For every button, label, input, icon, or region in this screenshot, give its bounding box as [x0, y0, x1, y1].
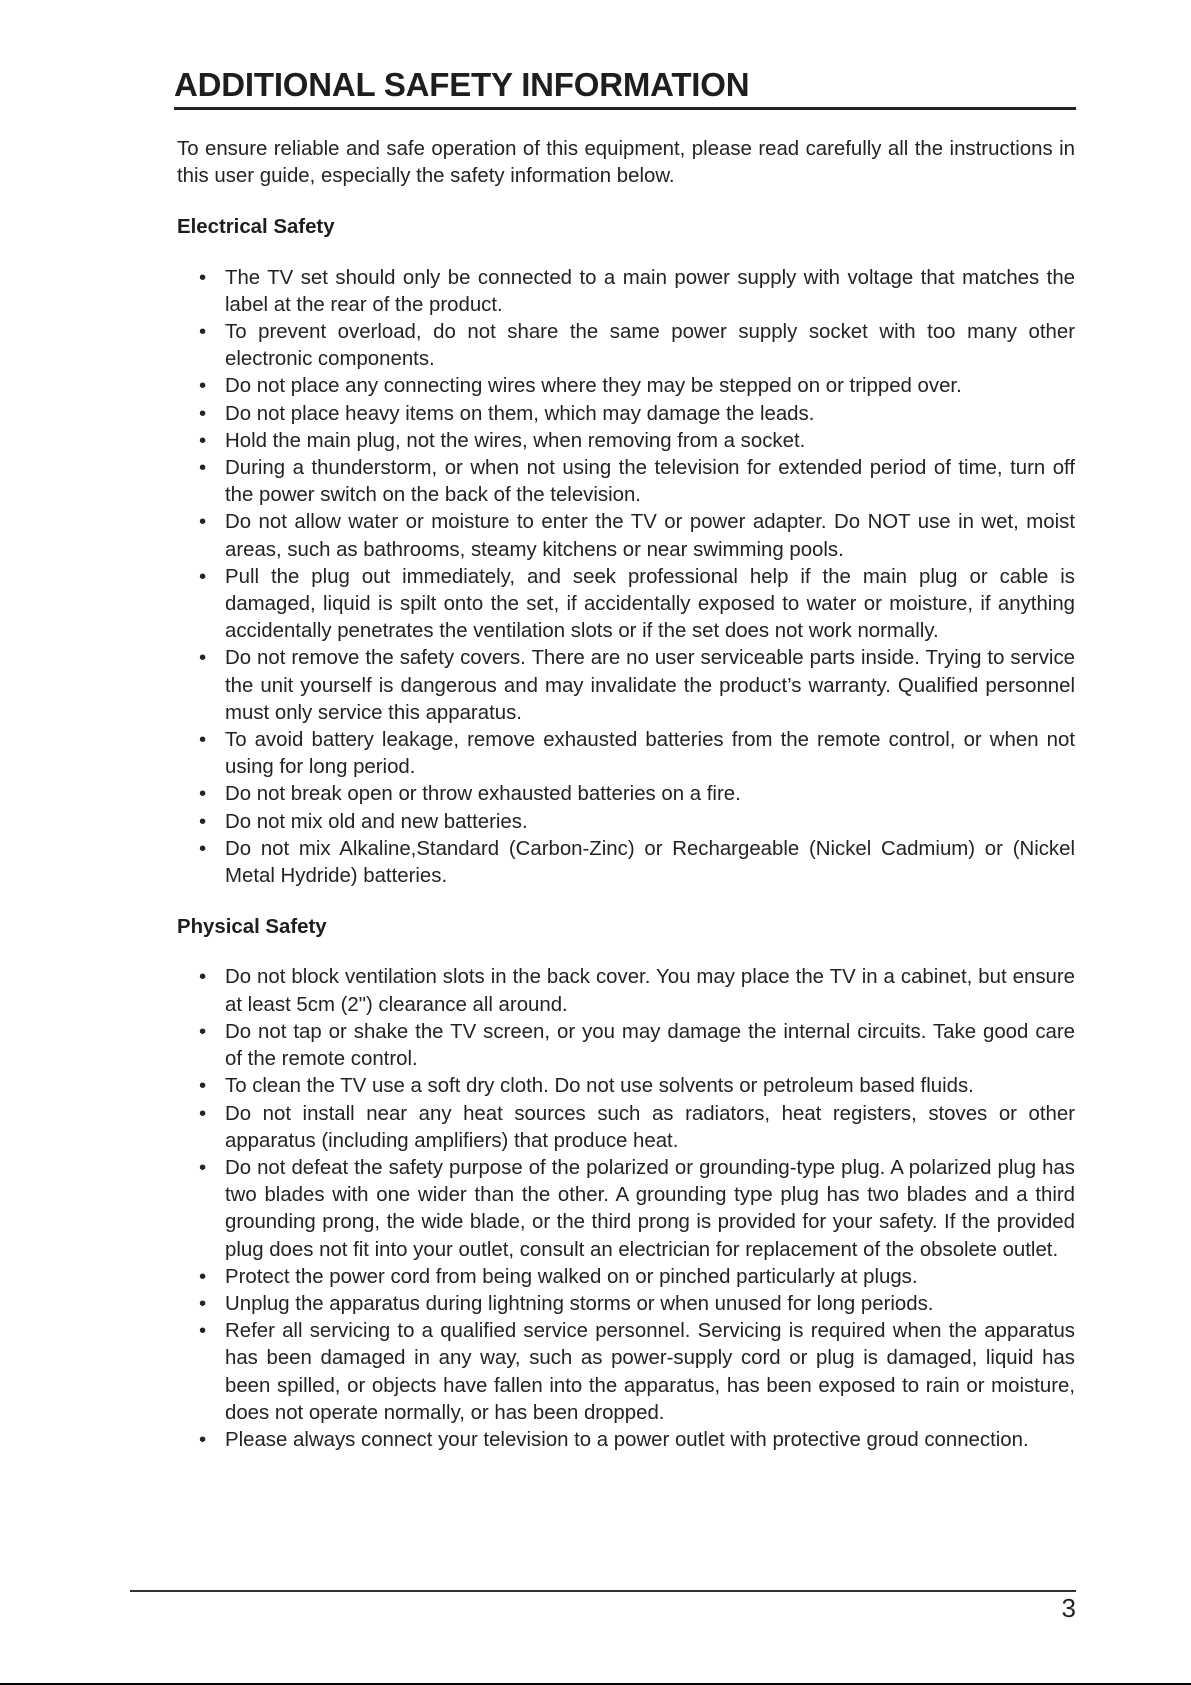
list-item: • Do not block ventilation slots in the back cover. You may place the TV in a cabinet, but ensure at least 5cm (2") clearance all around. [225, 964, 1075, 1018]
list-item: • To clean the TV use a soft dry cloth. Do not use solvents or petroleum based fluids. [225, 1073, 1075, 1100]
list-item: • Do not mix old and new batteries. [225, 809, 1075, 836]
intro-paragraph: To ensure reliable and safe operation of this equipment, please read carefully all the instructions in this user guide, especially the safety information below. [177, 138, 1075, 188]
page-title: ADDITIONAL SAFETY INFORMATION [174, 66, 1076, 110]
list-item: • Do not allow water or moisture to enter the TV or power adapter. Do NOT use in wet, moist areas, such as bathrooms, steamy kitchens or near swimming pools. [225, 509, 1075, 563]
list-item: • Protect the power cord from being walked on or pinched particularly at plugs. [225, 1264, 1075, 1291]
list-item: • Do not mix Alkaline,Standard (Carbon-Zinc) or Rechargeable (Nickel Cadmium) or (Nickel Metal Hydride) batteries. [225, 836, 1075, 890]
list-item: • Refer all servicing to a qualified service personnel. Servicing is required when the apparatus has been damaged in any way, such as power-supply cord or plug is damaged, liquid has been spilled, or objects have fallen into the apparatus, has been exposed to rain or moisture, does not operate normally, or has been dropped. [225, 1318, 1075, 1427]
list-item: • The TV set should only be connected to a main power supply with voltage that matches the label at the rear of the product. [225, 265, 1075, 319]
list-item: • Please always connect your television to a power outlet with protective groud connection. [225, 1427, 1075, 1454]
list-item: • Unplug the apparatus during lightning storms or when unused for long periods. [225, 1291, 1075, 1318]
list-item: • Do not break open or throw exhausted batteries on a fire. [225, 781, 1075, 808]
list-item: • Do not tap or shake the TV screen, or you may damage the internal circuits. Take good care of the remote control. [225, 1019, 1075, 1073]
list-item: • Do not remove the safety covers. There are no user serviceable parts inside. Trying to service the unit yourself is dangerous and may invalidate the product’s warranty. Qualified personnel must only service this apparatus. [225, 645, 1075, 727]
list-item: • Do not place heavy items on them, which may damage the leads. [225, 401, 1075, 428]
document-body [177, 136, 1075, 1454]
list-item: • Do not place any connecting wires where they may be stepped on or tripped over. [225, 373, 1075, 400]
electrical-safety-heading: Electrical Safety [177, 216, 335, 239]
physical-safety-list [177, 964, 1075, 1454]
list-item: • To prevent overload, do not share the same power supply socket with too many other electronic components. [225, 319, 1075, 373]
list-item: • Pull the plug out immediately, and seek professional help if the main plug or cable is damaged, liquid is spilt onto the set, if accidentally exposed to water or moisture, if anything accidentally penetrates the ventilation slots or if the set does not work normally. [225, 564, 1075, 646]
list-item: • Hold the main plug, not the wires, when removing from a socket. [225, 428, 1075, 455]
physical-safety-heading: Physical Safety [177, 916, 327, 939]
page-number: 3 [1061, 1593, 1076, 1623]
list-item: • Do not install near any heat sources such as radiators, heat registers, stoves or other apparatus (including amplifiers) that produce heat. [225, 1101, 1075, 1155]
list-item: • To avoid battery leakage, remove exhausted batteries from the remote control, or when not using for long period. [225, 727, 1075, 781]
electrical-safety-list [177, 265, 1075, 891]
list-item: • Do not defeat the safety purpose of the polarized or grounding-type plug. A polarized plug has two blades with one wider than the other. A grounding type plug has two blades and a third grounding prong, the wide blade, or the third prong is provided for your safety. If the provided plug does not fit into your outlet, consult an electrician for replacement of the obsolete outlet. [225, 1155, 1075, 1264]
list-item: • During a thunderstorm, or when not using the television for extended period of time, turn off the power switch on the back of the television. [225, 455, 1075, 509]
footer-divider [130, 1590, 1076, 1592]
